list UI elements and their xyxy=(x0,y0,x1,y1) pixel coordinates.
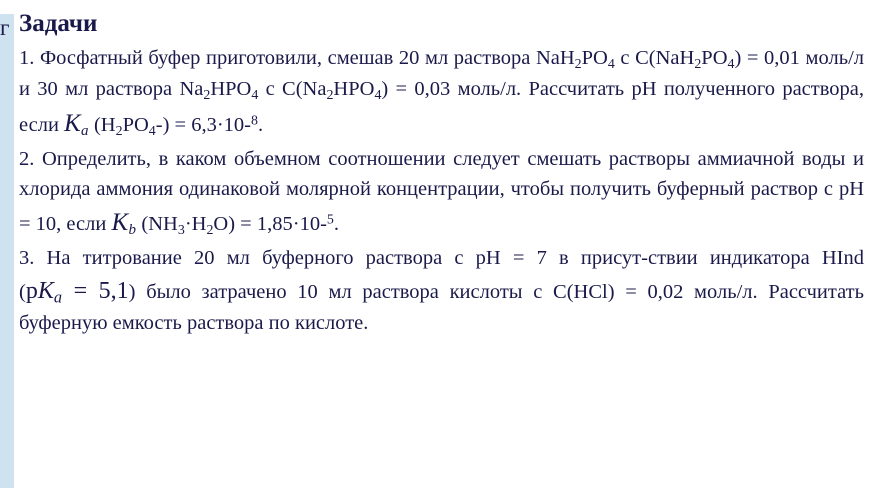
problem-1-sub-1: 2 xyxy=(574,56,582,72)
problem-1-sub-6: 4 xyxy=(251,87,259,103)
problem-1-sub-4: 4 xyxy=(727,56,735,72)
problem-1-segment-8: HPO xyxy=(333,77,375,100)
pka-value: = 5,1 xyxy=(62,277,129,304)
problem-2-segment-5: . xyxy=(333,212,339,235)
problem-1-segment-1: 1. Фосфатный буфер приготовили, смешав 20 мл раствора NaH xyxy=(19,46,575,69)
problem-2-sup-4: 5 xyxy=(326,212,334,228)
problem-1-segment-9: ) = 0,03 моль/л. Рассчитать pH полученного раствора, если xyxy=(19,77,864,136)
equilibrium-constant-kb-formula xyxy=(111,209,136,236)
problem-1-sub-10: 2 xyxy=(115,123,123,139)
problem-1-segment-7: с C(Na xyxy=(258,77,327,100)
problem-1-segment-12: -) = 6,3·10- xyxy=(155,113,252,136)
problem-3-text xyxy=(19,244,864,339)
pka-prefix: p xyxy=(25,277,38,304)
problem-1-sub-8: 4 xyxy=(374,87,382,103)
indicator-pka-formula xyxy=(25,277,129,307)
problem-1-sub-3: 2 xyxy=(694,56,702,72)
problem-1-sup-12: 8 xyxy=(251,113,258,129)
pka-subscript: a xyxy=(53,287,62,307)
problem-1-segment-13: . xyxy=(257,113,264,136)
problem-3-segment-1: 3. На титрование 20 мл буферного раствора с pH = 7 в присут-ствии индикатора HInd ( xyxy=(19,247,864,303)
problem-2-segment-4: O) = 1,85·10- xyxy=(213,212,327,235)
problem-1-text xyxy=(19,44,864,143)
left-margin-strip xyxy=(0,0,14,488)
problem-1-sub-5: 2 xyxy=(203,87,211,103)
problem-1-segment-2: PO xyxy=(581,46,608,69)
problem-1-segment-4: PO xyxy=(701,46,728,69)
problem-1-segment-11: PO xyxy=(122,113,149,136)
kb-subscript: b xyxy=(128,221,137,238)
problem-1-segment-3: с C(NaH xyxy=(614,46,695,69)
problem-1-segment-6: HPO xyxy=(210,77,252,100)
page-title: Задачи xyxy=(19,10,98,37)
document-page xyxy=(16,0,876,488)
problem-2-sub-2: 3 xyxy=(177,222,185,238)
cropped-edge-character: г xyxy=(0,15,10,40)
problem-2-sub-3: 2 xyxy=(206,222,214,238)
problem-2-text xyxy=(19,145,864,241)
problem-1-sub-11: 4 xyxy=(148,123,156,139)
problem-1-sub-7: 2 xyxy=(326,87,334,103)
ka-subscript: a xyxy=(81,122,89,139)
problem-1-segment-10: (H xyxy=(93,113,116,136)
equilibrium-constant-ka-formula xyxy=(64,110,89,137)
problem-1-sub-2: 4 xyxy=(607,56,615,72)
left-margin-strip-top-gap xyxy=(0,0,14,14)
problem-1-segment-5: ) = 0,01 моль/л и 30 мл раствора Na xyxy=(19,46,864,100)
problem-3-segment-2: ) было затрачено 10 мл раствора кислоты с C(HCl) = 0,02 моль/л. Рассчитать буферную емкость раствора по кислоте. xyxy=(19,280,864,335)
problem-2-segment-2: (NH xyxy=(141,212,178,235)
problem-2-segment-1: 2. Определить, в каком объемном соотношении следует смешать растворы аммиачной воды и хлорида аммония одинаковой молярной концентрации, чтобы получить буферный раствор с pH = 10, если xyxy=(19,148,864,235)
kb-base: K xyxy=(111,208,129,236)
pka-base: K xyxy=(37,277,54,304)
ka-base: K xyxy=(64,109,82,137)
problem-2-segment-3: ·H xyxy=(184,212,207,235)
